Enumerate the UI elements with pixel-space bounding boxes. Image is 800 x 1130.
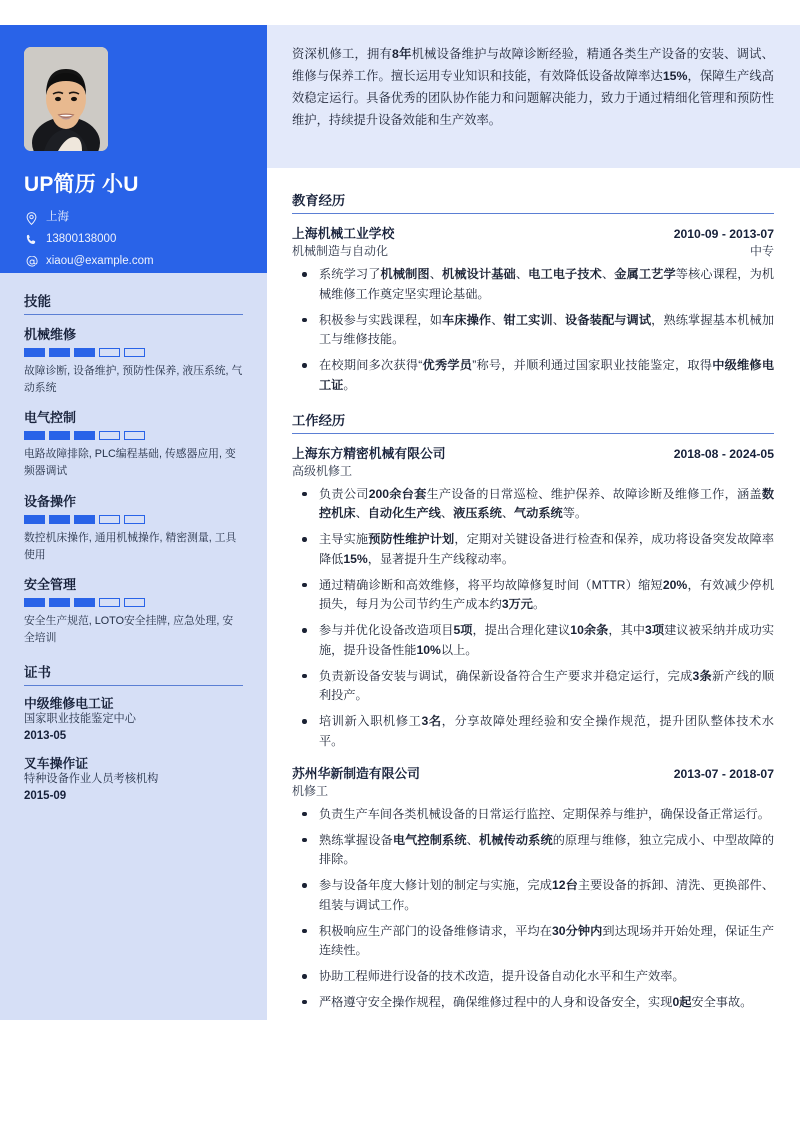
skill-level-bar — [24, 348, 243, 357]
bullet-item: 系统学习了机械制图、机械设计基础、电工电子技术、金属工艺学等核心课程，为机械维修工作奠定坚实理论基础。 — [292, 265, 774, 305]
bullet-item: 负责新设备安装与调试，确保新设备符合生产要求并稳定运行，完成3条新产线的顺利投产。 — [292, 667, 774, 707]
skill-segment — [124, 515, 145, 524]
skill-items: 数控机床操作, 通用机械操作, 精密测量, 工具使用 — [24, 531, 237, 561]
skill-level-bar — [24, 598, 243, 607]
skill-segment — [99, 348, 120, 357]
skill-name: 机械维修 — [24, 327, 77, 342]
work-entry — [292, 763, 774, 1013]
education-bullets — [292, 265, 774, 396]
work-heading: 工作经历 — [292, 410, 774, 434]
work-date: 2013-07 - 2018-07 — [673, 766, 774, 781]
skill-segment — [49, 348, 70, 357]
bullet-item: 积极响应生产部门的设备维修请求，平均在30分钟内到达现场并开始处理，保证生产连续性。 — [292, 922, 774, 962]
skill-name: 安全管理 — [24, 577, 77, 593]
school-major: 机械制造与自动化 — [292, 244, 389, 258]
certificates-section — [24, 661, 243, 804]
education-entry-subheader — [292, 242, 774, 259]
contact-location — [24, 211, 243, 225]
skill-segment — [49, 515, 70, 524]
bullet-item: 培训新入职机修工3名，分享故障处理经验和安全操作规范，提升团队整体技术水平。 — [292, 712, 774, 752]
skill-segment — [49, 431, 70, 440]
contact-list — [24, 211, 243, 269]
education-section — [292, 190, 774, 396]
skill-segment — [24, 348, 45, 357]
skill-segment — [99, 598, 120, 607]
education-entry — [292, 223, 774, 396]
certificates-heading: 证书 — [24, 661, 243, 686]
person-name: UP简历 小U — [24, 173, 139, 196]
contact-phone-text: 13800138000 — [46, 233, 117, 246]
bullet-item: 熟练掌握设备电气控制系统、机械传动系统的原理与维修，独立完成小、中型故障的排除。 — [292, 831, 774, 871]
skill-name: 设备操作 — [24, 493, 77, 509]
certificate-date: 2013-05 — [24, 729, 67, 742]
skill-level-bar — [24, 515, 243, 524]
skill-segment — [24, 515, 45, 524]
skill-segment — [124, 431, 145, 440]
main-column — [267, 25, 800, 1020]
bullet-item: 负责公司200余台套生产设备的日常巡检、维护保养、故障诊断及维修工作，涵盖数控机床、自动化生产线、液压系统、气动系统等。 — [292, 485, 774, 525]
skills-heading: 技能 — [24, 290, 243, 315]
certificate-org: 国家职业技能鉴定中心 — [24, 713, 136, 726]
avatar — [24, 47, 108, 151]
contact-email — [24, 255, 243, 269]
skill-block — [24, 491, 243, 563]
skill-block — [24, 324, 243, 396]
sidebar-header — [0, 25, 267, 273]
skill-segment — [74, 348, 95, 357]
job-title: 机修工 — [292, 783, 329, 798]
skills-section — [24, 290, 243, 647]
location-pin-icon — [24, 211, 39, 225]
company-name: 苏州华新制造有限公司 — [292, 765, 420, 781]
contact-email-text: xiaou@example.com — [46, 255, 154, 268]
skill-items: 故障诊断, 设备维护, 预防性保养, 液压系统, 气动系统 — [24, 365, 243, 394]
skill-segment — [99, 431, 120, 440]
bullet-item: 参与设备年度大修计划的制定与实施，完成12台主要设备的拆卸、清洗、更换部件、组装与调试工作。 — [292, 876, 774, 916]
skill-items: 电路故障排除, PLC编程基础, 传感器应用, 变频器调试 — [24, 448, 236, 478]
certificate-item — [24, 755, 243, 804]
school-degree: 中专 — [749, 244, 774, 258]
summary-band — [267, 25, 800, 168]
skill-segment — [49, 598, 70, 607]
work-bullets — [292, 485, 774, 752]
skill-segment — [74, 431, 95, 440]
bullet-item: 在校期间多次获得“优秀学员”称号，并顺利通过国家职业技能鉴定，取得中级维修电工证。 — [292, 356, 774, 396]
work-entry — [292, 443, 774, 752]
main-body — [267, 168, 800, 1013]
bullet-item: 主导实施预防性维护计划，定期对关键设备进行检查和保养，成功将设备突发故障率降低15%，显著提升生产线稼动率。 — [292, 530, 774, 570]
work-section — [292, 410, 774, 1013]
phone-icon — [24, 233, 39, 247]
education-entry-header — [292, 223, 774, 242]
certificate-name: 叉车操作证 — [24, 755, 88, 771]
summary-text: 资深机修工，拥有8年机械设备维护与故障诊断经验，精通各类生产设备的安装、调试、维修与保养工作。擅长运用专业知识和技能，有效降低设备故障率达15%，保障生产线高效稳定运行。具备优秀的团队协作能力和问题解决能力，致力于通过精细化管理和预防性维护，持续提升设备效能和生产效率。 — [292, 47, 774, 127]
resume-sheet — [0, 25, 800, 1020]
skill-segment — [99, 515, 120, 524]
bullet-item: 参与并优化设备改造项目5项，提出合理化建议10余条，其中3项建议被采纳并成功实施，提升设备性能10%以上。 — [292, 621, 774, 661]
skill-segment — [124, 348, 145, 357]
bullet-item: 严格遵守安全操作规程，确保维修过程中的人身和设备安全，实现0起安全事故。 — [292, 993, 774, 1013]
bullet-item: 积极参与实践课程，如车床操作、钳工实训、设备装配与调试，熟练掌握基本机械加工与维修技能。 — [292, 311, 774, 351]
skill-items: 安全生产规范, LOTO安全挂牌, 应急处理, 安全培训 — [24, 615, 234, 645]
work-entry-header — [292, 763, 774, 782]
certificate-date: 2015-09 — [24, 789, 67, 802]
work-entry-header — [292, 443, 774, 462]
skill-segment — [74, 598, 95, 607]
work-date: 2018-08 - 2024-05 — [673, 446, 774, 461]
school-date: 2010-09 - 2013-07 — [673, 227, 774, 241]
skill-name: 电气控制 — [24, 410, 77, 426]
work-bullets — [292, 805, 774, 1013]
bullet-item: 负责生产车间各类机械设备的日常运行监控、定期保养与维护，确保设备正常运行。 — [292, 805, 774, 825]
certificate-name: 中级维修电工证 — [24, 695, 114, 711]
job-title: 高级机修工 — [292, 463, 353, 478]
bullet-item: 协助工程师进行设备的技术改造，提升设备自动化水平和生产效率。 — [292, 967, 774, 987]
skill-block — [24, 574, 243, 646]
bullet-item: 通过精确诊断和高效维修，将平均故障修复时间（MTTR）缩短20%，有效减少停机损失，每月为公司节约生产成本约3万元。 — [292, 576, 774, 616]
education-heading: 教育经历 — [292, 190, 774, 214]
certificate-org: 特种设备作业人员考核机构 — [24, 773, 159, 786]
skill-segment — [24, 431, 45, 440]
certificate-item — [24, 695, 243, 744]
skill-segment — [74, 515, 95, 524]
sidebar — [0, 25, 267, 1020]
skill-block — [24, 407, 243, 479]
skill-segment — [124, 598, 145, 607]
contact-phone — [24, 233, 243, 247]
company-name: 上海东方精密机械有限公司 — [292, 445, 446, 461]
school-name: 上海机械工业学校 — [292, 226, 395, 241]
contact-location-text: 上海 — [46, 211, 69, 224]
skill-segment — [24, 598, 45, 607]
sidebar-body — [0, 273, 267, 833]
at-email-icon — [24, 255, 39, 269]
skill-level-bar — [24, 431, 243, 440]
